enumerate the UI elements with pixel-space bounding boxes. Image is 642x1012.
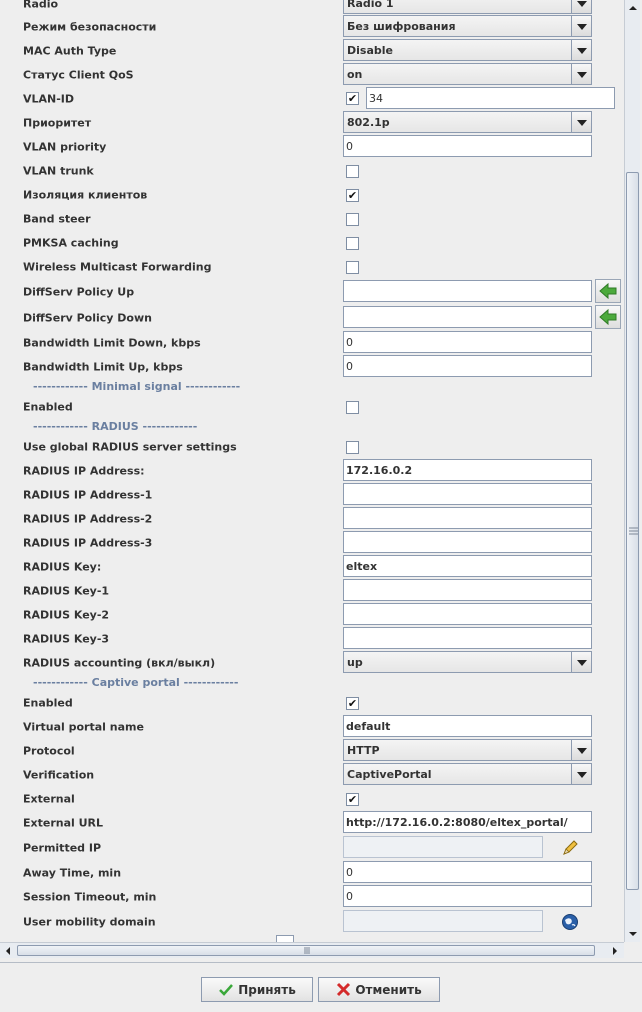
use-global-radius-label: Use global RADIUS server settings bbox=[23, 440, 237, 454]
diffserv-up-row bbox=[0, 280, 624, 304]
radius-ip-2-label: RADIUS IP Address-2 bbox=[23, 512, 153, 526]
section-radius: ------------ RADIUS ------------ bbox=[33, 420, 198, 433]
diffserv-up-apply-button[interactable] bbox=[595, 279, 621, 303]
pmksa-caching-checkbox[interactable] bbox=[346, 237, 359, 250]
chevron-down-icon[interactable] bbox=[571, 652, 591, 672]
vertical-scrollbar[interactable] bbox=[624, 0, 640, 942]
verification-row bbox=[0, 763, 624, 787]
vlan-trunk-checkbox[interactable] bbox=[346, 165, 359, 178]
diffserv-down-label: DiffServ Policy Down bbox=[23, 311, 152, 325]
radius-ip-3-row bbox=[0, 531, 624, 555]
cancel-button-label: Отменить bbox=[355, 982, 422, 997]
radius-key-2-input[interactable] bbox=[343, 603, 592, 625]
pmksa-caching-row bbox=[0, 231, 624, 255]
scroll-down-button[interactable] bbox=[625, 926, 641, 942]
radius-key-input[interactable] bbox=[343, 555, 592, 577]
radius-key-row bbox=[0, 555, 624, 579]
chevron-down-icon[interactable] bbox=[571, 764, 591, 784]
virtual-portal-name-row bbox=[0, 715, 624, 739]
protocol-row bbox=[0, 739, 624, 763]
radius-ip-input[interactable] bbox=[343, 459, 592, 481]
band-steer-checkbox[interactable] bbox=[346, 213, 359, 226]
away-time-row bbox=[0, 861, 624, 885]
priority-row bbox=[0, 111, 624, 135]
close-icon bbox=[336, 982, 351, 997]
chevron-down-icon[interactable] bbox=[571, 64, 591, 84]
user-mobility-domain-input[interactable] bbox=[343, 910, 543, 932]
vlan-id-input[interactable] bbox=[366, 87, 615, 109]
minimal-signal-enabled-row bbox=[0, 395, 624, 419]
scroll-right-button[interactable] bbox=[607, 943, 623, 959]
bw-up-input[interactable] bbox=[343, 355, 592, 377]
radio-select[interactable]: Radio 1 bbox=[343, 0, 592, 14]
globe-icon[interactable] bbox=[561, 913, 579, 934]
vlan-priority-input[interactable] bbox=[343, 135, 592, 157]
chevron-down-icon[interactable] bbox=[571, 16, 591, 36]
permitted-ip-row bbox=[0, 836, 624, 860]
pmksa-caching-label: PMKSA caching bbox=[23, 236, 119, 250]
chevron-down-icon[interactable] bbox=[571, 112, 591, 132]
diffserv-down-apply-button[interactable] bbox=[595, 305, 621, 329]
away-time-label: Away Time, min bbox=[23, 866, 122, 880]
resize-handle[interactable] bbox=[276, 935, 294, 942]
external-checkbox[interactable]: ✔ bbox=[347, 793, 358, 806]
captive-enabled-row bbox=[0, 691, 624, 715]
user-mobility-domain-label: User mobility domain bbox=[23, 915, 156, 929]
vlan-id-label: VLAN-ID bbox=[23, 92, 75, 106]
captive-enabled-label: Enabled bbox=[23, 696, 73, 710]
priority-select[interactable]: 802.1p bbox=[343, 111, 592, 133]
section-minimal-signal: ------------ Minimal signal ------------ bbox=[33, 380, 241, 393]
radius-key-2-label: RADIUS Key-2 bbox=[23, 608, 110, 622]
mac-auth-type-row bbox=[0, 39, 624, 63]
external-url-input[interactable] bbox=[343, 811, 592, 833]
bw-up-label: Bandwidth Limit Up, kbps bbox=[23, 360, 183, 374]
wireless-multicast-checkbox[interactable] bbox=[346, 261, 359, 274]
vertical-scroll-thumb[interactable] bbox=[626, 172, 639, 890]
vlan-trunk-row bbox=[0, 159, 624, 183]
dialog-footer bbox=[0, 962, 642, 1012]
virtual-portal-name-input[interactable] bbox=[343, 715, 592, 737]
radius-key-2-row bbox=[0, 603, 624, 627]
minimal-signal-enabled-checkbox[interactable] bbox=[346, 401, 359, 414]
bw-down-label: Bandwidth Limit Down, kbps bbox=[23, 336, 201, 350]
captive-enabled-checkbox[interactable]: ✔ bbox=[347, 697, 358, 710]
verification-select[interactable]: CaptivePortal bbox=[343, 763, 592, 785]
accept-button-label: Принять bbox=[238, 982, 296, 997]
radius-key-3-input[interactable] bbox=[343, 627, 592, 649]
arrow-left-icon bbox=[596, 280, 620, 302]
client-qos-label: Статус Client QoS bbox=[23, 68, 134, 82]
radius-key-1-label: RADIUS Key-1 bbox=[23, 584, 110, 598]
radio-label: Radio bbox=[23, 0, 59, 11]
vlan-id-row bbox=[0, 87, 624, 111]
radio-row bbox=[0, 0, 624, 16]
radius-ip-3-label: RADIUS IP Address-3 bbox=[23, 536, 153, 550]
radius-key-1-input[interactable] bbox=[343, 579, 592, 601]
band-steer-label: Band steer bbox=[23, 212, 91, 226]
chevron-down-icon[interactable] bbox=[571, 40, 591, 60]
accept-button[interactable] bbox=[201, 977, 313, 1002]
diffserv-down-row bbox=[0, 306, 624, 330]
radius-key-label: RADIUS Key: bbox=[23, 560, 102, 574]
client-isolation-checkbox[interactable]: ✔ bbox=[347, 189, 358, 202]
radius-ip-1-row bbox=[0, 483, 624, 507]
vlan-trunk-label: VLAN trunk bbox=[23, 164, 94, 178]
minimal-signal-enabled-label: Enabled bbox=[23, 400, 73, 414]
wireless-multicast-label: Wireless Multicast Forwarding bbox=[23, 260, 212, 274]
client-qos-row bbox=[0, 63, 624, 87]
vlan-priority-label: VLAN priority bbox=[23, 140, 107, 154]
scroll-left-button[interactable] bbox=[0, 943, 16, 959]
security-mode-label: Режим безопасности bbox=[23, 20, 157, 34]
radius-key-3-label: RADIUS Key-3 bbox=[23, 632, 110, 646]
bw-down-row bbox=[0, 331, 624, 355]
diffserv-up-input[interactable] bbox=[343, 280, 592, 302]
radius-key-1-row bbox=[0, 579, 624, 603]
radius-accounting-select[interactable]: up bbox=[343, 651, 592, 673]
protocol-label: Protocol bbox=[23, 744, 75, 758]
radius-accounting-label: RADIUS accounting (вкл/выкл) bbox=[23, 656, 216, 670]
vlan-id-checkbox[interactable]: ✔ bbox=[347, 92, 358, 105]
horizontal-scroll-thumb[interactable] bbox=[17, 945, 595, 956]
radius-ip-1-input[interactable] bbox=[343, 483, 592, 505]
radius-ip-3-input[interactable] bbox=[343, 531, 592, 553]
chevron-down-icon[interactable] bbox=[571, 0, 591, 13]
horizontal-scrollbar[interactable] bbox=[0, 942, 624, 958]
mac-auth-type-select[interactable]: Disable bbox=[343, 39, 592, 61]
permitted-ip-input[interactable] bbox=[343, 836, 543, 858]
client-isolation-label: Изоляция клиентов bbox=[23, 188, 148, 202]
radius-key-3-row bbox=[0, 627, 624, 651]
wireless-multicast-row bbox=[0, 255, 624, 279]
client-isolation-row bbox=[0, 183, 624, 207]
radius-ip-row bbox=[0, 459, 624, 483]
diffserv-down-input[interactable] bbox=[343, 306, 592, 328]
section-captive-portal: ------------ Captive portal ------------ bbox=[33, 676, 239, 689]
user-mobility-domain-row bbox=[0, 910, 624, 934]
diffserv-up-label: DiffServ Policy Up bbox=[23, 285, 135, 299]
mac-auth-type-label: MAC Auth Type bbox=[23, 44, 117, 58]
client-qos-select[interactable]: on bbox=[343, 63, 592, 85]
radius-ip-1-label: RADIUS IP Address-1 bbox=[23, 488, 153, 502]
radius-ip-label: RADIUS IP Address: bbox=[23, 464, 145, 478]
radius-accounting-row bbox=[0, 651, 624, 675]
scroll-up-button[interactable] bbox=[625, 0, 641, 16]
external-url-label: External URL bbox=[23, 816, 104, 830]
session-timeout-label: Session Timeout, min bbox=[23, 890, 157, 904]
virtual-portal-name-label: Virtual portal name bbox=[23, 720, 144, 734]
radius-ip-2-row bbox=[0, 507, 624, 531]
permitted-ip-label: Permitted IP bbox=[23, 841, 102, 855]
scroll-corner bbox=[624, 942, 642, 958]
arrow-left-icon bbox=[596, 306, 620, 328]
chevron-down-icon[interactable] bbox=[571, 740, 591, 760]
bw-down-input[interactable] bbox=[343, 331, 592, 353]
bw-up-row bbox=[0, 355, 624, 379]
use-global-radius-checkbox[interactable] bbox=[346, 441, 359, 454]
session-timeout-row bbox=[0, 885, 624, 909]
pencil-icon[interactable] bbox=[560, 838, 580, 861]
external-label: External bbox=[23, 792, 75, 806]
protocol-select[interactable]: HTTP bbox=[343, 739, 592, 761]
away-time-input[interactable] bbox=[343, 861, 592, 883]
cancel-button[interactable] bbox=[318, 977, 440, 1002]
session-timeout-input[interactable] bbox=[343, 885, 592, 907]
priority-label: Приоритет bbox=[23, 116, 92, 130]
checkmark-icon bbox=[218, 983, 234, 997]
band-steer-row bbox=[0, 207, 624, 231]
radius-ip-2-input[interactable] bbox=[343, 507, 592, 529]
security-mode-select[interactable]: Без шифрования bbox=[343, 15, 592, 37]
use-global-radius-row bbox=[0, 435, 624, 459]
security-mode-row bbox=[0, 15, 624, 39]
verification-label: Verification bbox=[23, 768, 95, 782]
external-url-row bbox=[0, 811, 624, 835]
external-row bbox=[0, 787, 624, 811]
vlan-priority-row bbox=[0, 135, 624, 159]
